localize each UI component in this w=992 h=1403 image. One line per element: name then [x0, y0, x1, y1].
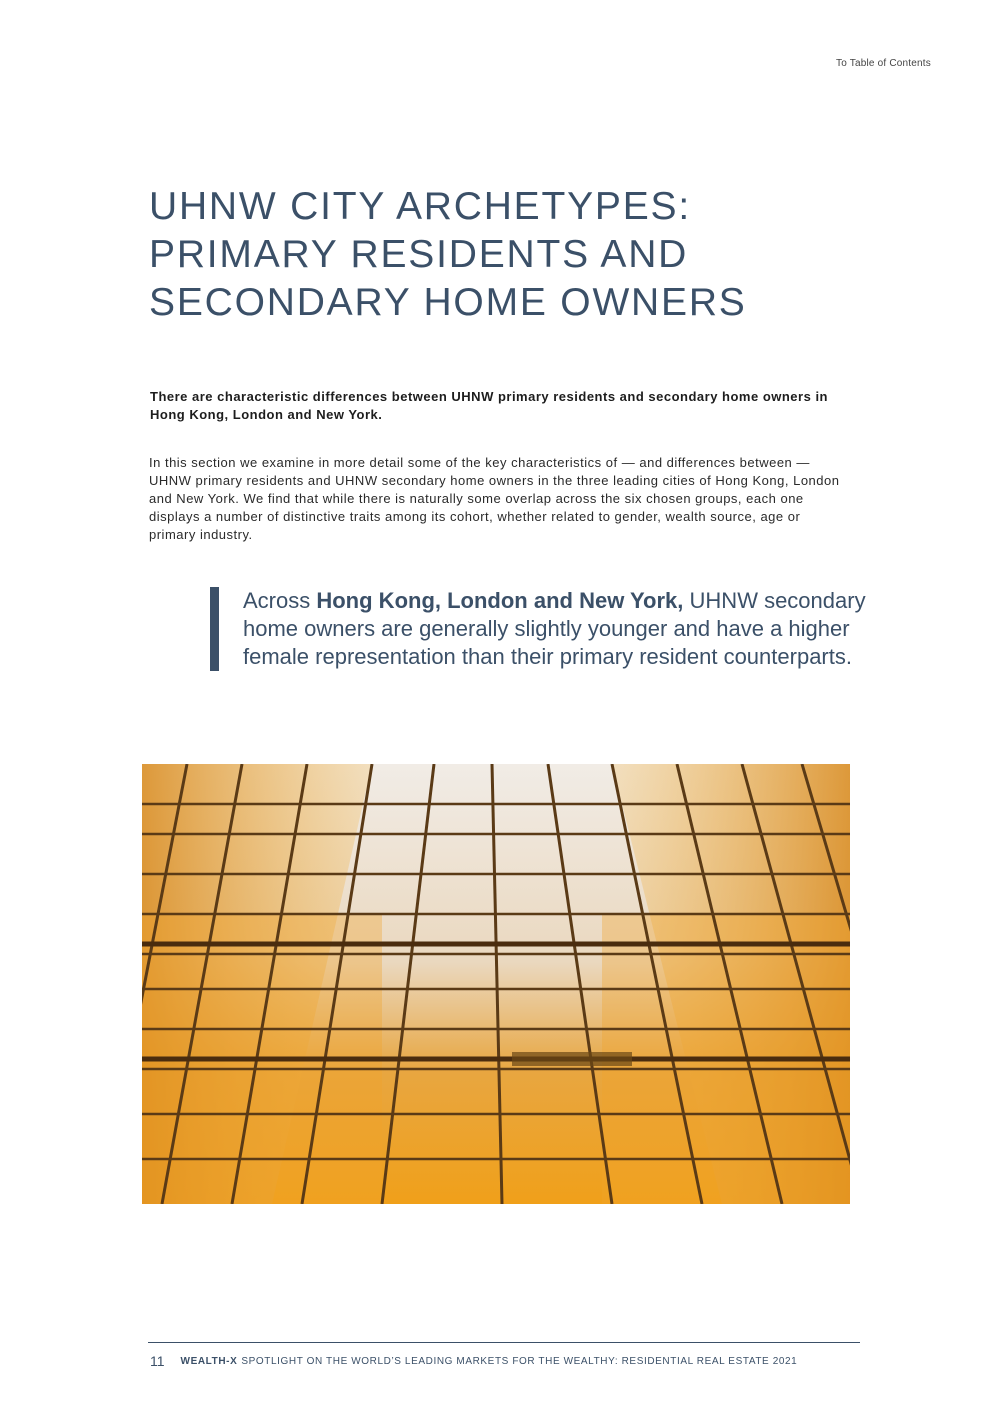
title-line-3: SECONDARY HOME OWNERS: [149, 281, 747, 324]
footer-divider: [148, 1342, 860, 1343]
table-of-contents-link[interactable]: To Table of Contents: [836, 58, 931, 69]
footer-publication-title: SPOTLIGHT ON THE WORLD’S LEADING MARKETS FOR THE WEALTHY: RESIDENTIAL REAL ESTATE 2021: [241, 1355, 798, 1367]
quote-emphasis: Hong Kong, London and New York,: [316, 588, 684, 613]
page-footer: [150, 1353, 860, 1369]
lead-paragraph: There are characteristic differences between UHNW primary residents and secondary home owners in Hong Kong, London and New York.: [150, 389, 828, 422]
body-paragraph: In this section we examine in more detail some of the key characteristics of — and differences between — UHNW primary residents and UHNW secondary home owners in the three leading cities of Hong Kong, London and New York. We find that while there is naturally some overlap across the six chosen groups, each one displays a number of distinctive traits among its cohort, whether related to gender, wealth source, age or primary industry.: [149, 455, 840, 542]
title-line-2: PRIMARY RESIDENTS AND: [149, 233, 689, 276]
quote-suffix: UHNW secondary home owners are generally slightly younger and have a higher female representation than their primary resident counterparts.: [243, 588, 866, 669]
footer-brand: WEALTH-X: [180, 1355, 238, 1367]
quote-prefix: Across: [243, 588, 317, 613]
page-number: 11: [150, 1353, 165, 1369]
title-line-1: UHNW CITY ARCHETYPES:: [149, 185, 691, 228]
page-title: [149, 183, 869, 327]
building-facade-photo: [142, 764, 850, 1204]
pull-quote: [210, 587, 883, 671]
